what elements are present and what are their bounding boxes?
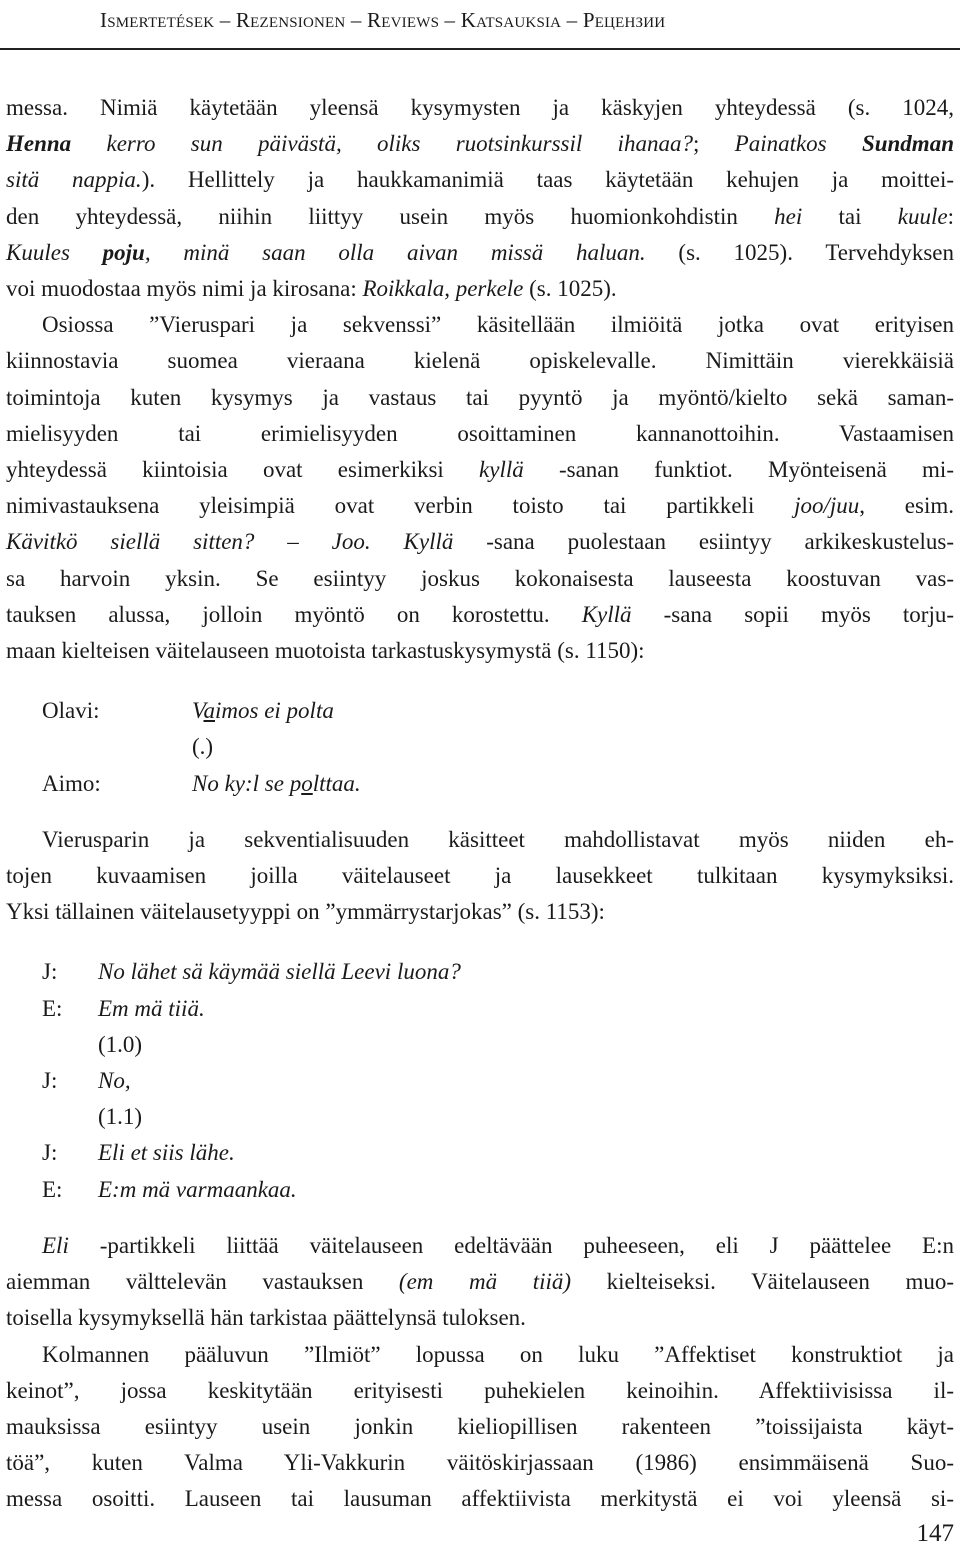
example-dialog-2 — [42, 954, 954, 1207]
text-line: Yksi tällainen väitelausetyyppi on ”ymmärrystarjokas” (s. 1153): — [6, 899, 605, 925]
dialog-speaker: E: — [42, 1176, 63, 1202]
dialog-pause: (1.0) — [98, 1031, 143, 1057]
dialog-speaker: J: — [42, 959, 58, 985]
dialog-utterance: No ky:l se polttaa. — [192, 770, 361, 796]
text-line: Eli -partikkeli liittää väitelauseen edeltävään puheeseen, eli J päättelee E:n — [42, 1232, 954, 1258]
text-line: tojen kuvaamisen joilla väitelauseet ja lausekkeet tulkitaan kysymyksiksi. — [6, 863, 954, 889]
text-line: kiinnostavia suomea vieraana kielenä opiskelevalle. Nimittäin vierekkäisiä — [6, 348, 954, 374]
text-line: Kuules poju, minä saan olla aivan missä haluan. (s. 1025). Tervehdyksen — [6, 239, 954, 265]
text-line: sa harvoin yksin. Se esiintyy joskus kokonaisesta lauseesta koostuvan vas- — [6, 565, 954, 591]
page-number: 147 — [916, 1520, 954, 1547]
example-dialog-1 — [42, 693, 954, 802]
text-line: keinot”, jossa keskitytään erityisesti puhekielen keinoihin. Affektiivisissa il- — [6, 1377, 954, 1403]
dialog-speaker: J: — [42, 1140, 58, 1166]
dialog-utterance: No, — [98, 1068, 131, 1094]
text-line: tauksen alussa, jolloin myöntö on korostettu. Kyllä -sana sopii myös torju- — [6, 601, 955, 627]
text-line: aiemman välttelevän vastauksen (em mä tiiä) kielteiseksi. Väitelauseen muo- — [6, 1269, 954, 1295]
dialog-utterance: E:m mä varmaankaa. — [98, 1176, 297, 1202]
dialog-speaker — [42, 1027, 98, 1063]
text-line: toimintoja kuten kysymys ja vastaus tai pyyntö ja myöntö/kielto sekä saman- — [6, 384, 954, 410]
text-line: mauksissa esiintyy usein jonkin kieliopillisen rakenteen ”toissijaista käyt- — [6, 1413, 954, 1439]
paragraph-vieruspari — [6, 822, 954, 931]
paragraph-names — [6, 90, 954, 669]
page-body — [6, 90, 954, 1518]
dialog-pause: (.) — [192, 734, 214, 760]
text-line: Osiossa ”Vieruspari ja sekvenssi” käsitellään ilmiöitä jotka ovat erityisen — [42, 312, 954, 338]
text-line: Kävitkö siellä sitten? – Joo. Kyllä -sana puolestaan esiintyy arkikeskustelus- — [6, 529, 955, 555]
dialog-speaker: Olavi: — [42, 698, 100, 724]
text-line: messa osoitti. Lauseen tai lausuman affektiivista merkitystä ei voi yleensä si- — [6, 1486, 954, 1512]
text-line: maan kielteisen väitelauseen muotoista tarkastuskysymystä (s. 1150): — [6, 638, 645, 664]
dialog-utterance: Em mä tiiä. — [98, 995, 205, 1021]
dialog-utterance: No lähet sä käymää siellä Leevi luona? — [98, 959, 461, 985]
dialog-speaker: Aimo: — [42, 770, 101, 796]
dialog-pause: (1.1) — [98, 1104, 143, 1130]
text-line: nimivastauksena yleisimpiä ovat verbin toisto tai partikkeli joo/juu, esim. — [6, 493, 954, 519]
running-head-title: Ismertetések – Rezensionen – Reviews – Katsauksia – Рецензии — [100, 8, 666, 32]
dialog-speaker: E: — [42, 995, 63, 1021]
dialog-speaker — [42, 729, 192, 765]
text-line: voi muodostaa myös nimi ja kirosana: Roikkala, perkele (s. 1025). — [6, 276, 617, 302]
paragraph-affektiset — [6, 1337, 954, 1518]
paragraph-eli — [6, 1228, 954, 1337]
text-line: toisella kysymyksellä hän tarkistaa päättelynsä tuloksen. — [6, 1305, 526, 1331]
text-line: yhteydessä kiintoisia ovat esimerkiksi kyllä -sanan funktiot. Myönteisenä mi- — [6, 457, 954, 483]
header-rule — [0, 48, 960, 50]
text-line: den yhteydessä, niihin liittyy usein myös huomionkohdistin hei tai kuule: — [6, 203, 954, 229]
dialog-utterance: Vaimos ei polta — [192, 698, 334, 724]
text-line: Kolmannen pääluvun ”Ilmiöt” lopussa on luku ”Affektiset konstruktiot ja — [42, 1341, 954, 1367]
dialog-utterance: Eli et siis lähe. — [98, 1140, 235, 1166]
text-line: messa. Nimiä käytetään yleensä kysymysten ja käskyjen yhteydessä (s. 1024, — [6, 95, 954, 120]
running-header — [0, 0, 960, 50]
text-line: sitä nappia.). Hellittely ja haukkamanimiä taas käytetään kehujen ja moittei- — [6, 167, 954, 193]
text-line: mielisyyden tai erimielisyyden osoittaminen kannanottoihin. Vastaamisen — [6, 420, 954, 446]
text-line: Vierusparin ja sekventialisuuden käsitteet mahdollistavat myös niiden eh- — [42, 826, 954, 852]
dialog-speaker — [42, 1099, 98, 1135]
text-line: töä”, kuten Valma Yli-Vakkurin väitöskirjassaan (1986) ensimmäisenä Suo- — [6, 1450, 954, 1476]
dialog-speaker: J: — [42, 1068, 58, 1094]
text-line: Henna kerro sun päivästä, oliks ruotsinkurssil ihanaa?; Painatkos Sundman — [6, 131, 954, 157]
